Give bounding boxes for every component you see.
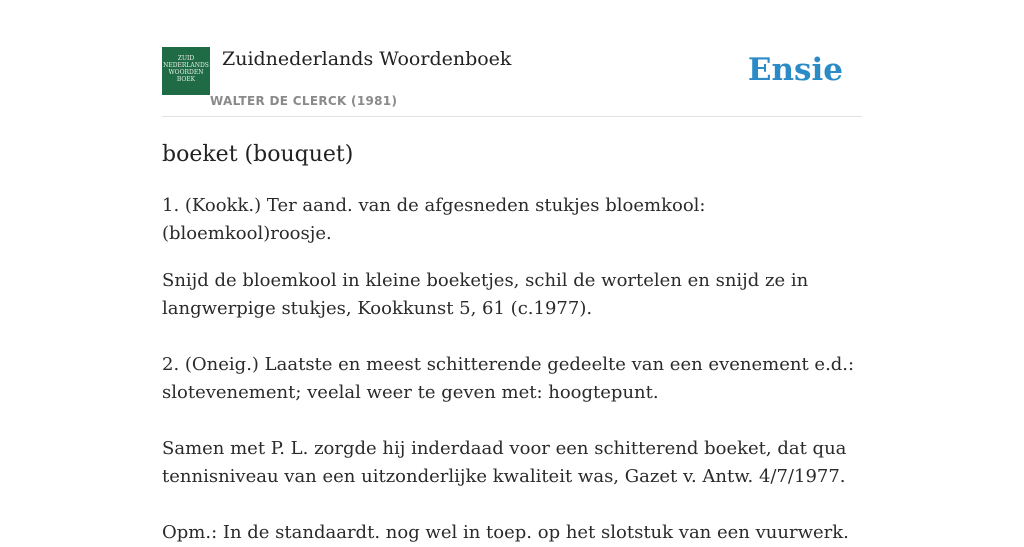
source-logo[interactable] <box>162 47 210 95</box>
logo-line-1: ZUID <box>177 55 195 62</box>
logo-line-2: NEDERLANDS <box>163 62 209 69</box>
logo-line-3: WOORDEN <box>168 69 204 76</box>
definition-2: 2. (Oneig.) Laatste en meest schitterende gedeelte van een evenement e.d.: slotevenement; veelal weer te geven met: hoogtepunt. <box>162 354 855 403</box>
definition-1: 1. (Kookk.) Ter aand. van de afgesneden stukjes bloemkool: (bloemkool)roosje. <box>162 195 706 244</box>
entry-title: boeket (bouquet) <box>162 142 354 167</box>
page-content <box>162 0 862 543</box>
book-cover-logo <box>162 47 210 95</box>
logo-line-4: BOEK <box>176 76 196 83</box>
ensie-brand-logo[interactable]: Ensie <box>747 52 843 88</box>
remark: Opm.: In de standaardt. nog wel in toep. op het slotstuk van een vuurwerk. <box>162 522 849 543</box>
source-title[interactable]: Zuidnederlands Woordenboek <box>222 48 512 70</box>
entry-body <box>162 192 862 547</box>
source-author: WALTER DE CLERCK (1981) <box>210 94 398 108</box>
example-1: Snijd de bloemkool in kleine boeketjes, schil de wortelen en snijd ze in langwerpige stukjes, Kookkunst 5, 61 (c.1977). <box>162 270 809 319</box>
source-header <box>162 0 862 117</box>
example-2: Samen met P. L. zorgde hij inderdaad voor een schitterend boeket, dat qua tennisniveau van een uitzonderlijke kwaliteit was, Gazet v. Antw. 4/7/1977. <box>162 438 847 487</box>
